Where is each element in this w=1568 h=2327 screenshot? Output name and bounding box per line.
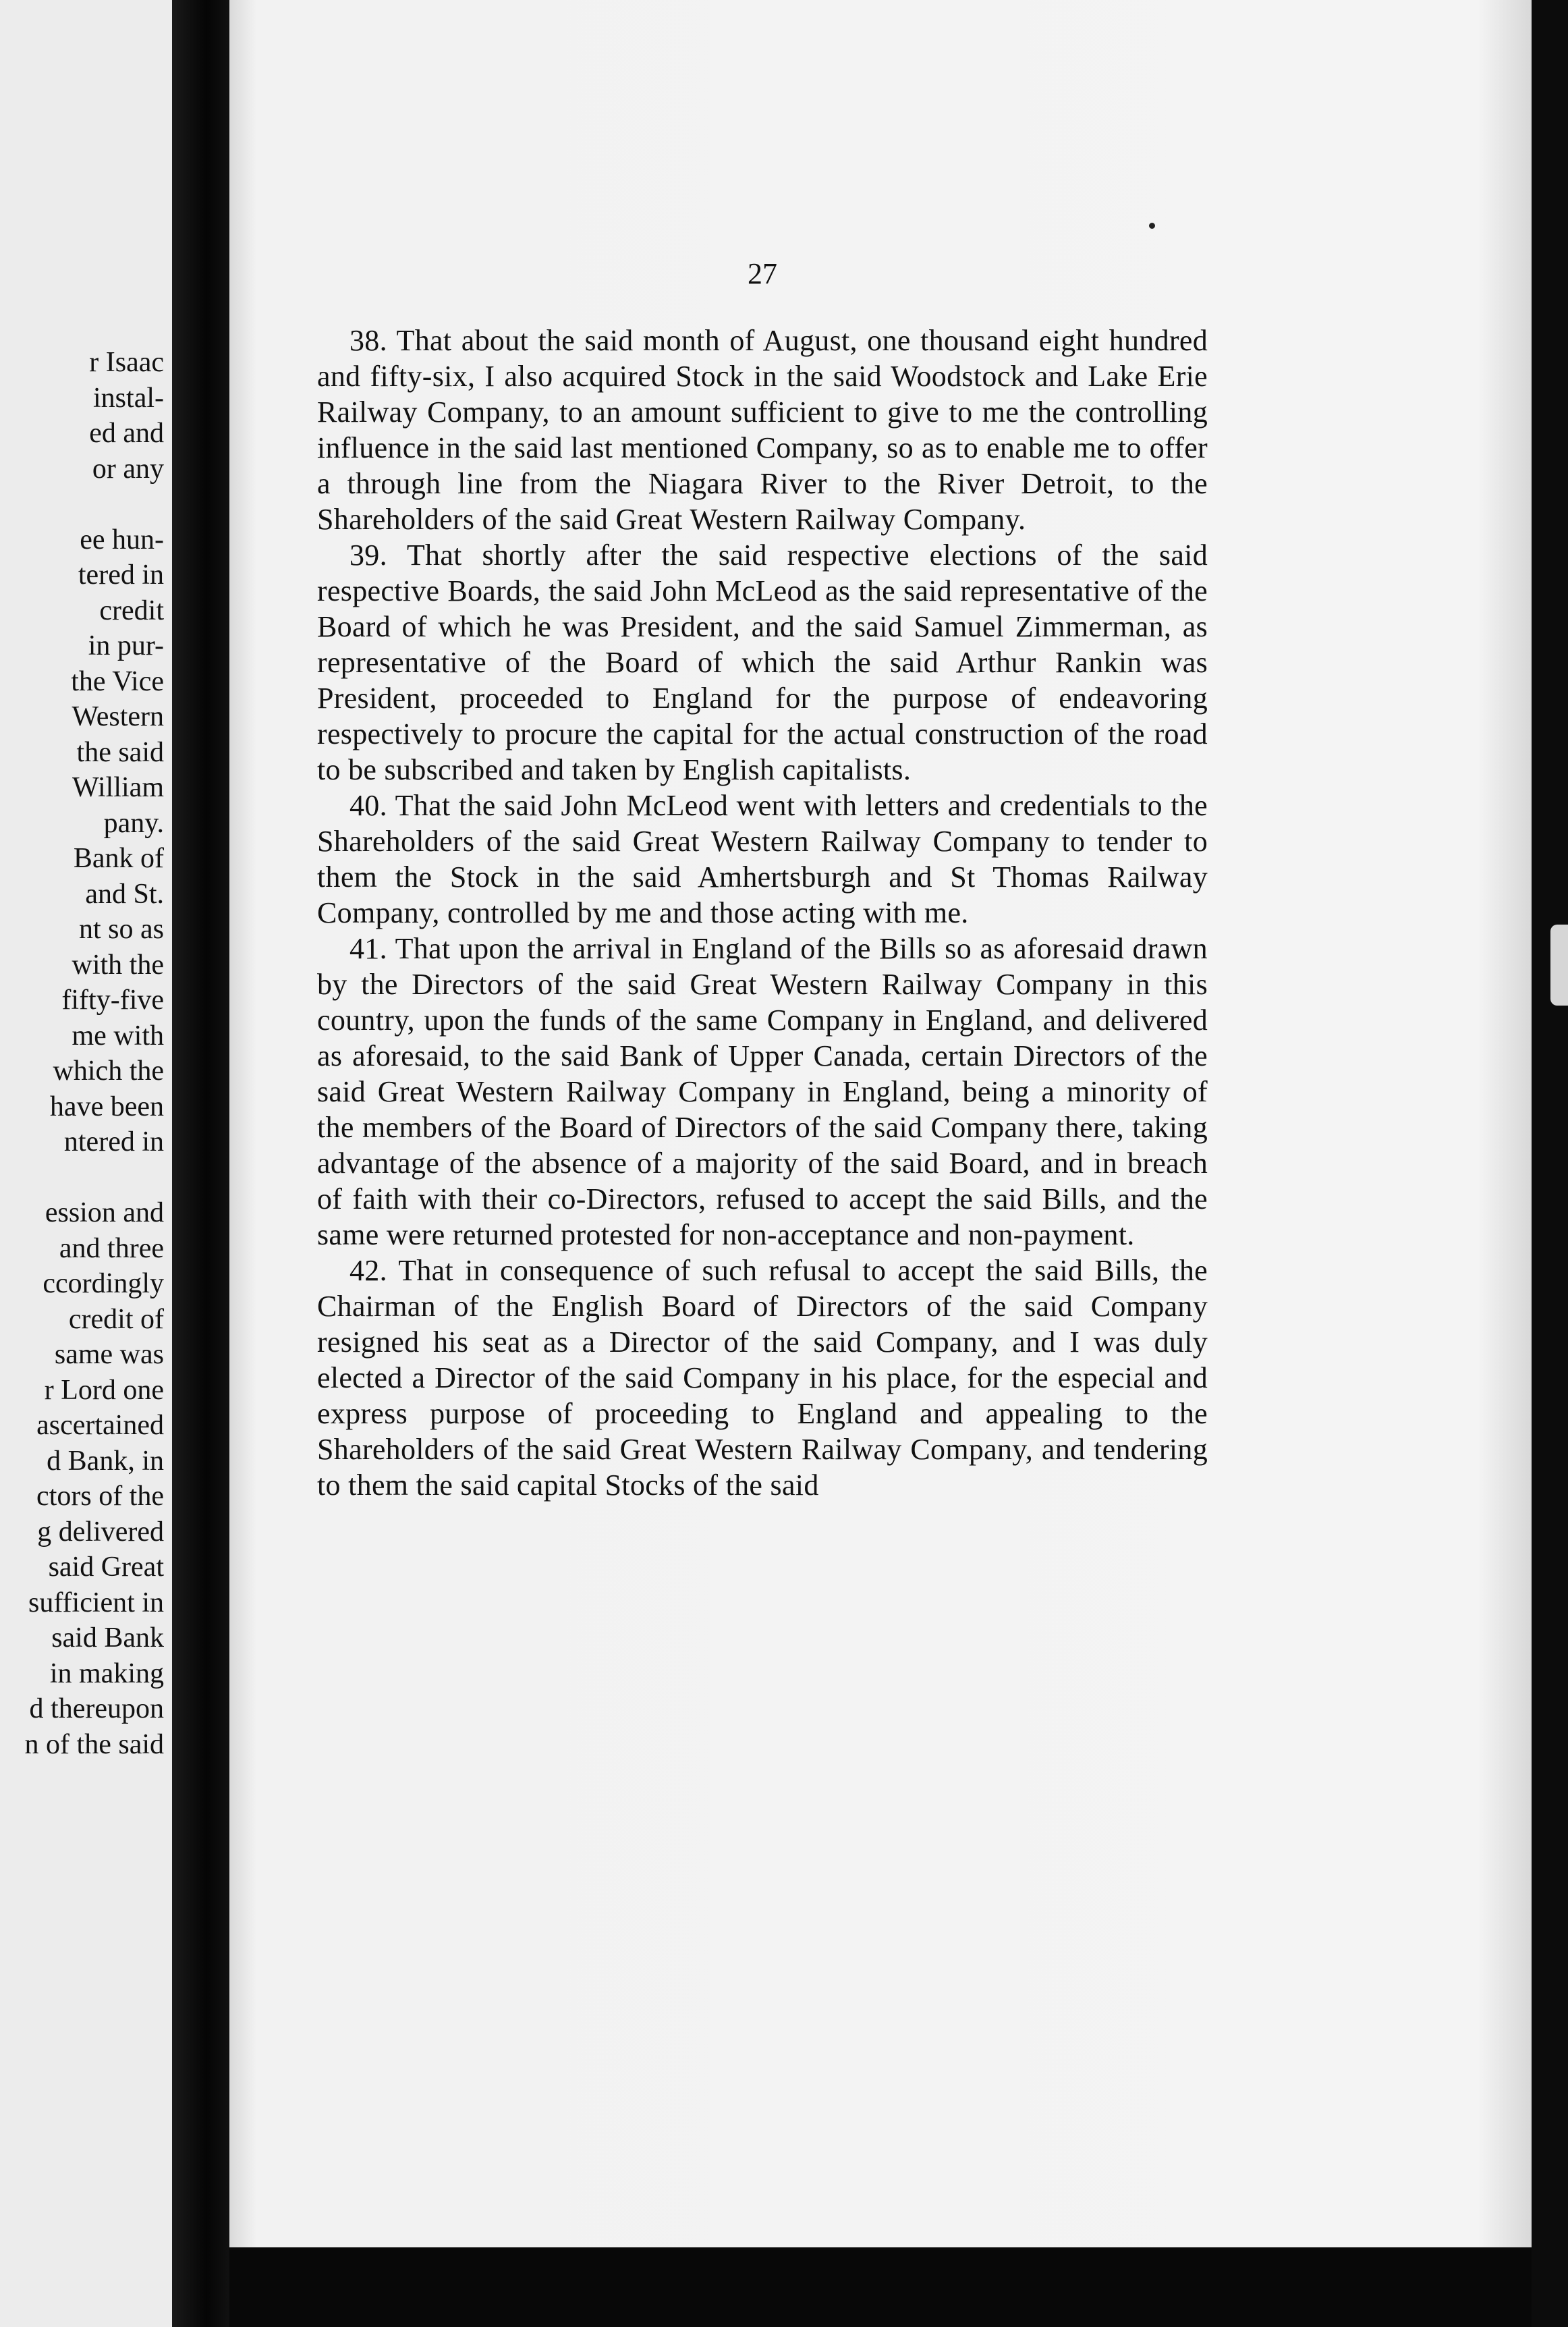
left-page-line: and St. [85, 878, 164, 910]
left-page-line: r Isaac [89, 347, 164, 378]
paragraph-41 [317, 931, 1208, 1253]
left-page-line: ascertained [36, 1410, 164, 1441]
left-page-line: William [72, 772, 164, 803]
ink-speck [1149, 223, 1155, 229]
left-page-line: have been [49, 1091, 164, 1122]
paragraph-number: 39. [349, 539, 387, 572]
page-edge [1532, 0, 1568, 2327]
paragraph-number: 42. [349, 1254, 387, 1287]
left-page-line: d Bank, in [47, 1445, 164, 1477]
paragraph-text: That the said John McLeod went with letters and credentials to the Shareholders of the said Great Western Railway Company to tender to them the Stock in the said Amhertsburgh and St Thomas Railway Company, controlled by me and those acting with me. [317, 789, 1208, 929]
left-page-line: fifty-five [61, 985, 164, 1016]
paragraph-38 [317, 323, 1208, 537]
left-page-line: d thereupon [29, 1693, 164, 1724]
left-page [0, 0, 172, 2327]
left-page-line: Bank of [73, 843, 164, 874]
left-page-line: sufficient in [28, 1587, 164, 1618]
left-page-line: ccordingly [43, 1268, 164, 1299]
left-page-line: and three [59, 1232, 164, 1264]
left-page-line: or any [92, 453, 164, 485]
left-page-line: tered in [78, 559, 164, 591]
left-page-line: the said [76, 736, 164, 768]
left-page-line: which the [53, 1056, 164, 1087]
left-page-line: same was [54, 1339, 164, 1370]
paragraph-number: 41. [349, 932, 387, 965]
paragraph-text: That upon the arrival in England of the Bills so as aforesaid drawn by the Directors of the said Great Western Railway Company in this country, upon the funds of the same Company in England, and delivered as aforesaid, to the said Bank of Upper Canada, certain Directors of the said Great Western Railway Company in England, being a minority of the members of the Board of Directors of the said Company there, taking advantage of the absence of a majority of the said Board, and in breach of faith with their co-Directors, refused to accept the said Bills, and the same were returned protested for non-acceptance and non-payment. [317, 932, 1208, 1251]
book-gutter [172, 0, 229, 2327]
left-page-line: the Vice [71, 665, 164, 697]
page-tab-mark [1550, 925, 1568, 1006]
paragraph-40 [317, 788, 1208, 931]
paragraph-39 [317, 537, 1208, 788]
left-page-line: nt so as [79, 914, 164, 945]
left-page-line: credit of [68, 1303, 164, 1335]
left-page-line: ctors of the [36, 1481, 164, 1512]
paragraph-number: 38. [349, 324, 387, 357]
paragraph-text: That in consequence of such refusal to accept the said Bills, the Chairman of the English Board of Directors of the said Company resigned his seat as a Director of the said Company, and I was duly elected a Director of the said Company in his place, for the especial and express purpose of proceeding to England and appealing to the Shareholders of the said Great Western Railway Company, and tendering to them the said capital Stocks of the said [317, 1254, 1208, 1502]
left-page-line: Western [72, 701, 164, 732]
paragraph-42 [317, 1253, 1208, 1503]
page-number: 27 [748, 257, 777, 290]
left-page-line: instal- [93, 382, 164, 414]
left-page-line: n of the said [24, 1728, 164, 1760]
left-page-line: pany. [103, 807, 164, 839]
left-page-line: r Lord one [44, 1374, 164, 1406]
left-page-line: with the [72, 949, 164, 981]
left-page-line: said Bank [51, 1622, 164, 1653]
paragraph-text: That shortly after the said respective elections of the said respective Boards, the said John McLeod as the said representative of the Board of which he was President, and the said Samuel Zimmerman, as representative of the Board of which the said Arthur Rankin was President, proceeded to England for the purpose of endeavoring respectively to procure the capital for the actual construction of the road to be subscribed and taken by English capitalists. [317, 539, 1208, 786]
left-page-line: g delivered [37, 1516, 164, 1548]
left-page-line: in making [49, 1658, 164, 1689]
paragraph-number: 40. [349, 789, 387, 822]
left-page-line: said Great [48, 1552, 164, 1583]
left-page-line: me with [72, 1020, 164, 1051]
left-page-line: in pur- [88, 630, 164, 661]
left-page-line: ntered in [63, 1126, 164, 1157]
body-text [317, 323, 1208, 1503]
left-page-line: ee hun- [80, 524, 164, 555]
left-page-line: credit [99, 595, 164, 626]
left-page-line: ession and [45, 1197, 164, 1228]
paragraph-text: That about the said month of August, one thousand eight hundred and fifty-six, I also acquired Stock in the said Woodstock and Lake Erie Railway Company, to an amount sufficient to give to me the controlling influence in the said last mentioned Company, so as to enable me to offer a through line from the Niagara River to the River Detroit, to the Shareholders of the said Great Western Railway Company. [317, 324, 1208, 536]
left-page-line: ed and [89, 418, 164, 449]
